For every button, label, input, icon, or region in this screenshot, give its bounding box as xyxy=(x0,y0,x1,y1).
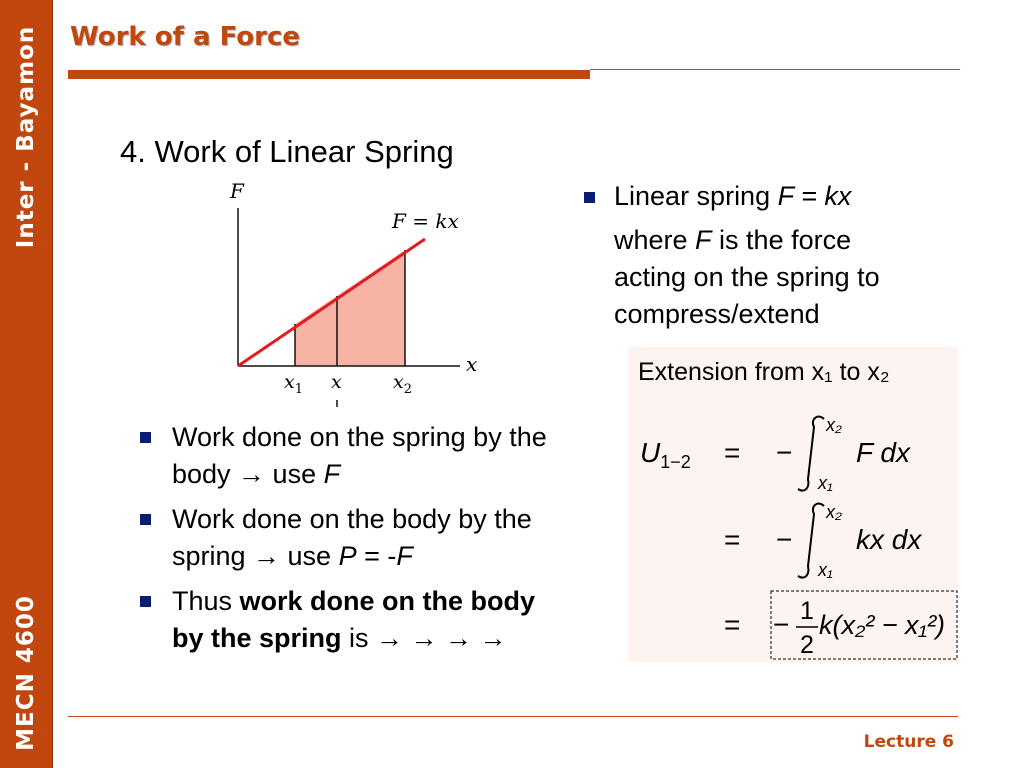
sidebar-top-label: Inter - Bayamon xyxy=(13,25,39,249)
equals-1: = xyxy=(724,437,741,468)
lower-limit-1: x₁ xyxy=(818,473,833,493)
left-bullet-3-text: Thus work done on the body by the spring is → → → → xyxy=(172,586,536,653)
rhs-1: F dx xyxy=(856,437,910,468)
right-line-1: Linear spring F = kx xyxy=(614,181,852,211)
sidebar xyxy=(0,0,53,768)
slide-title: Work of a Force xyxy=(70,22,301,52)
lower-limit-2: x₁ xyxy=(818,560,833,580)
line-label: F = kx xyxy=(392,209,459,233)
tick-x2: $x_2$ xyxy=(393,371,412,397)
upper-limit-2: x₂ xyxy=(826,502,842,522)
left-bullet-2 xyxy=(140,514,151,525)
right-line-2: where F is the force xyxy=(614,225,852,255)
lhs-u: $U_{1-2}$ xyxy=(640,437,691,472)
left-bullet-3 xyxy=(140,596,151,607)
footer-lecture-label: Lecture 6 xyxy=(863,732,954,752)
equals-2: = xyxy=(724,524,741,555)
title-underline-bar xyxy=(68,70,590,79)
spring-work-equation xyxy=(628,347,958,662)
upper-limit-1: x₂ xyxy=(826,415,842,435)
x-axis-label: x xyxy=(466,352,478,376)
left-bullet-1 xyxy=(140,432,151,443)
minus-1: − xyxy=(776,437,793,468)
left-bullet-2-text: Work done on the body by the spring → use P = -F xyxy=(172,504,532,571)
right-line-4: compress/extend xyxy=(614,299,820,329)
minus-2: − xyxy=(776,524,793,555)
frac-num: 1 xyxy=(800,597,814,625)
sidebar-bottom-label: MECN 4600 xyxy=(13,595,39,751)
equals-3: = xyxy=(724,609,741,640)
right-line-3: acting on the spring to xyxy=(614,262,880,292)
rhs-3: k(x₂² − x₁²) xyxy=(819,610,946,640)
rhs-2: kx dx xyxy=(856,524,922,555)
tick-x: x xyxy=(331,371,342,393)
frac-den: 2 xyxy=(800,631,814,659)
footer-divider xyxy=(68,716,958,717)
equation-box xyxy=(628,347,958,662)
left-bullet-1-text: Work done on the spring by the body → use F xyxy=(172,422,547,489)
title-underline-line xyxy=(590,69,960,70)
equation-heading: Extension from x₁ to x₂ xyxy=(638,358,890,386)
right-description xyxy=(580,178,980,333)
minus-3: − xyxy=(773,609,790,640)
tick-x1: $x_1$ xyxy=(284,371,303,397)
work-shaded-area xyxy=(295,250,405,366)
section-title: 4. Work of Linear Spring xyxy=(120,134,454,169)
spring-force-graph xyxy=(220,178,490,413)
y-axis-label: F xyxy=(230,179,244,203)
